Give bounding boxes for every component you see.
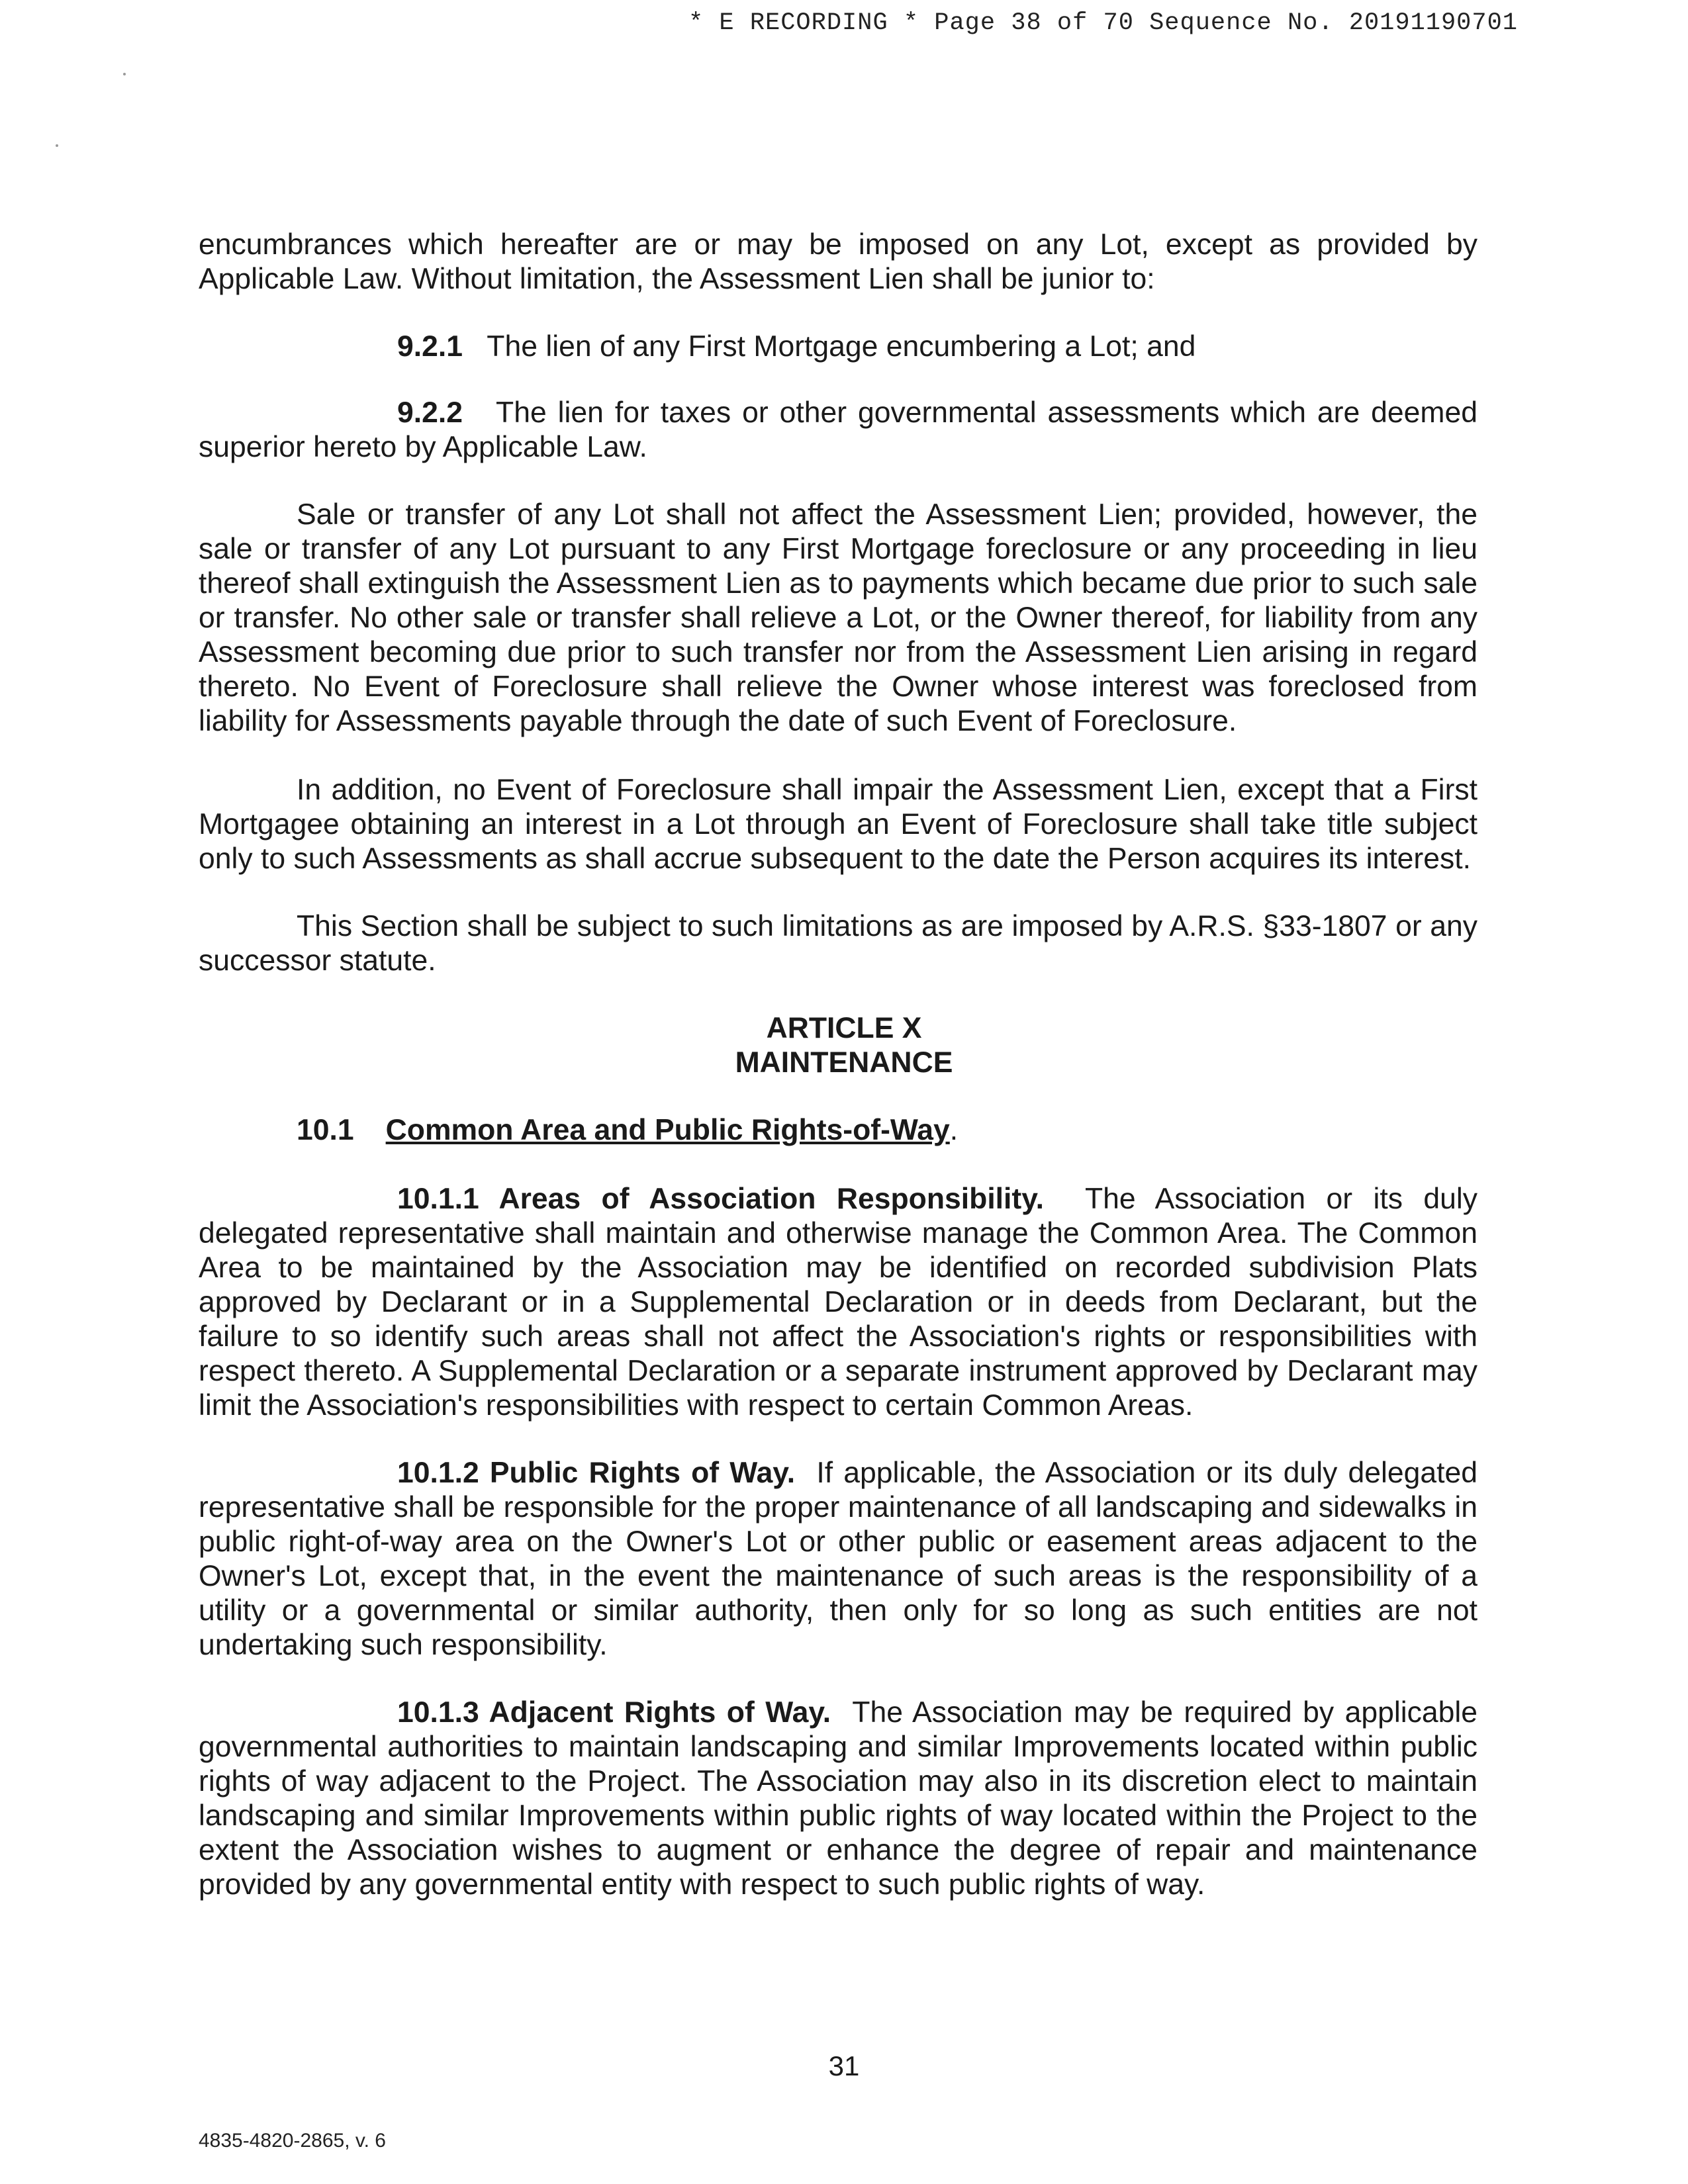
paragraph-text: In addition, no Event of Foreclosure shall impair the Assessment Lien, except that a First Mortgagee obtaining an interest in a Lot through an Event of Foreclosure shall take title subject only to such Assessments as shall accrue subsequent to the date the Person acquires its interest.	[199, 774, 1477, 875]
recording-header: * E RECORDING * Page 38 of 70 Sequence No. 20191190701	[688, 9, 1518, 37]
article-title: MAINTENANCE	[735, 1046, 953, 1079]
document-id: 4835-4820-2865, v. 6	[199, 2130, 386, 2152]
paragraph-this-section	[199, 909, 1477, 978]
scan-speck	[123, 73, 126, 75]
subsection-number: 9.2.2	[397, 396, 463, 429]
subsection-heading: 10.1.1 Areas of Association Responsibility.	[397, 1183, 1045, 1215]
subsection-10-1-3	[199, 1696, 1477, 1902]
article-number: ARTICLE X	[766, 1012, 922, 1044]
subsection-text: The lien for taxes or other governmental assessments which are deemed superior hereto by Applicable Law.	[199, 396, 1477, 463]
subsection-10-1-1	[199, 1182, 1477, 1423]
section-title: Common Area and Public Rights-of-Way	[385, 1114, 950, 1146]
section-heading-10-1	[297, 1113, 958, 1148]
subsection-9-2-1	[199, 330, 1477, 364]
subsection-text: The Association or its duly delegated representative shall maintain and otherwise manage the Common Area. The Common Area to be maintained by the Association may be identified on recorded subdivision Plats approved by Declarant or in a Supplemental Declaration or in deeds from Declarant, but the failure to so identify such areas shall not affect the Association's rights or responsibilities with respect thereto. A Supplemental Declaration or a separate instrument approved by Declarant may limit the Association's responsibilities with respect to certain Common Areas.	[199, 1183, 1477, 1422]
section-number: 10.1	[297, 1114, 354, 1146]
subsection-text: The lien of any First Mortgage encumbering a Lot; and	[487, 330, 1196, 363]
subsection-heading: 10.1.2 Public Rights of Way.	[397, 1457, 796, 1489]
subsection-text: The Association may be required by applicable governmental authorities to maintain landscaping and similar Improvements located within public rights of way adjacent to the Project. The Association may also in its discretion elect to maintain landscaping and similar Improvements within public rights of way located within the Project to the extent the Association wishes to augment or enhance the degree of repair and maintenance provided by any governmental entity with respect to such public rights of way.	[199, 1696, 1477, 1901]
section-title-period: .	[949, 1114, 959, 1146]
subsection-number: 9.2.1	[397, 330, 463, 363]
paragraph-text: encumbrances which hereafter are or may be imposed on any Lot, except as provided by Applicable Law. Without limitation, the Assessment Lien shall be junior to:	[199, 228, 1477, 295]
paragraph-sale-or-transfer	[199, 498, 1477, 739]
paragraph-text: Sale or transfer of any Lot shall not affect the Assessment Lien; provided, however, the sale or transfer of any Lot pursuant to any First Mortgage foreclosure or any proceeding in lieu thereof shall extinguish the Assessment Lien as to payments which became due prior to such sale or transfer. No other sale or transfer shall relieve a Lot, or the Owner thereof, for liability from any Assessment becoming due prior to such transfer nor from the Assessment Lien arising in regard thereto. No Event of Foreclosure shall relieve the Owner whose interest was foreclosed from liability for Assessments payable through the date of such Event of Foreclosure.	[199, 498, 1477, 737]
subsection-9-2-2	[199, 396, 1477, 465]
page-number: 31	[828, 2050, 860, 2081]
article-heading	[0, 1011, 1688, 1080]
paragraph-encumbrances	[199, 228, 1477, 296]
subsection-10-1-2	[199, 1456, 1477, 1662]
scan-speck	[56, 144, 58, 147]
paragraph-in-addition	[199, 773, 1477, 876]
subsection-heading: 10.1.3 Adjacent Rights of Way.	[397, 1696, 831, 1729]
subsection-text: If applicable, the Association or its duly delegated representative shall be responsible for the proper maintenance of all landscaping and sidewalks in public right-of-way area on the Owner's Lot or other public or easement areas adjacent to the Owner's Lot, except that, in the event the maintenance of such areas is the responsibility of a utility or a governmental or similar authority, then only for so long as such entities are not undertaking such responsibility.	[199, 1457, 1477, 1661]
paragraph-text: This Section shall be subject to such limitations as are imposed by A.R.S. §33-1807 or any successor statute.	[199, 910, 1477, 977]
